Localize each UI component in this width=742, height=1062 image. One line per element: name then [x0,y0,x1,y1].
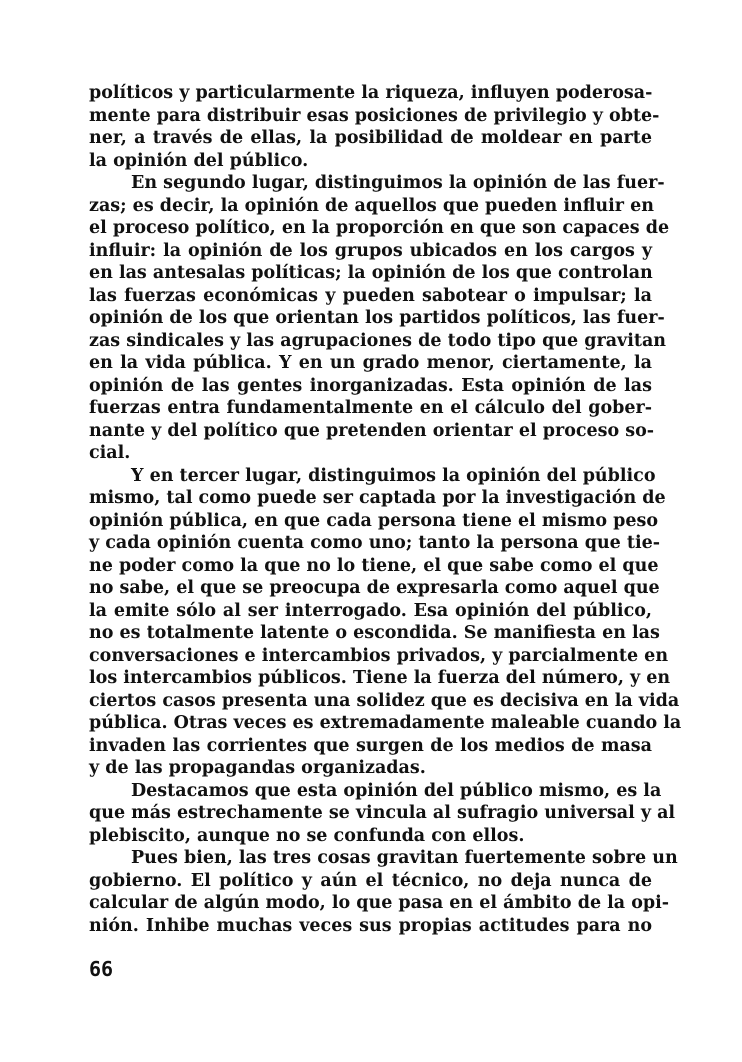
text-line: las fuerzas económicas y pueden sabotear o impulsar; la [89,285,652,306]
text-line: ner, a través de ellas, la posibilidad de moldear en parte [89,128,652,148]
text-line: en la vida pública. Y en un grado menor, ciertamente, la [89,353,652,373]
text-line: zas; es decir, la opinión de aquellos que pueden influir en [89,195,654,216]
text-line: en las antesalas políticas; la opinión de los que controlan [89,263,653,283]
text-line: conversaciones e intercambios privados, y parcialmente en [89,645,669,666]
text-line: cial. [89,443,131,463]
text-line: políticos y particularmente la riqueza, influyen poderosa- [89,83,653,103]
paragraph [89,847,678,937]
text-line: la emite sólo al ser interrogado. Esa opinión del público, [89,600,652,621]
body-text [89,82,682,937]
text-line: no es totalmente latente o escondida. Se manifiesta en las [89,623,660,643]
text-line: mente para distribuir esas posiciones de privilegio y obte- [89,105,660,126]
text-line: plebiscito, aunque no se confunda con ellos. [89,825,525,846]
text-line: Destacamos que esta opinión del público mismo, es la [131,780,662,801]
paragraph [89,82,660,172]
page-number: 66 [89,957,114,981]
text-line: opinión de los que orientan los partidos políticos, las fuer- [89,308,665,328]
text-line: el proceso político, en la proporción en que son capaces de [89,218,670,238]
text-line: la opinión del público. [89,150,309,171]
text-line: Y en tercer lugar, distinguimos la opinión del público [131,465,656,486]
text-line: pública. Otras veces es extremadamente maleable cuando la [89,713,682,733]
text-line: fuerzas entra fundamentalmente en el cálculo del gober- [89,398,652,418]
text-line: nión. Inhibe muchas veces sus propias actitudes para no [89,915,652,936]
text-line: gobierno. El político y aún el técnico, no deja nunca de [89,870,652,891]
text-line: que más estrechamente se vincula al sufragio universal y al [89,803,676,823]
paragraph [89,465,682,780]
text-line: opinión de las gentes inorganizadas. Esta opinión de las [89,375,652,396]
text-line: ciertos casos presenta una solidez que es decisiva en la vida [89,690,680,711]
text-line: opinión pública, en que cada persona tiene el mismo peso [89,510,659,531]
text-line: Pues bien, las tres cosas gravitan fuertemente sobre un [131,848,678,868]
text-line: zas sindicales y las agrupaciones de todo tipo que gravitan [89,330,667,351]
paragraph [89,172,670,465]
text-line: los intercambios públicos. Tiene la fuerza del número, y en [89,668,671,688]
text-line: En segundo lugar, distinguimos la opinión de las fuer- [131,173,665,193]
text-line: calcular de algún modo, lo que pasa en el ámbito de la opi- [89,893,670,913]
text-line: y cada opinión cuenta como uno; tanto la persona que tie- [89,533,661,553]
text-line: invaden las corrientes que surgen de los medios de masa [89,735,652,756]
text-line: influir: la opinión de los grupos ubicados en los cargos y [89,240,652,261]
text-line: ne poder como la que no lo tiene, el que sabe como el que [89,555,659,576]
text-line: no sabe, el que se preocupa de expresarla como aquel que [89,578,660,598]
text-line: y de las propagandas organizadas. [89,758,426,778]
paragraph [89,780,676,848]
text-line: nante y del político que pretenden orientar el proceso so- [89,420,655,441]
text-line: mismo, tal como puede ser captada por la investigación de [89,488,666,508]
